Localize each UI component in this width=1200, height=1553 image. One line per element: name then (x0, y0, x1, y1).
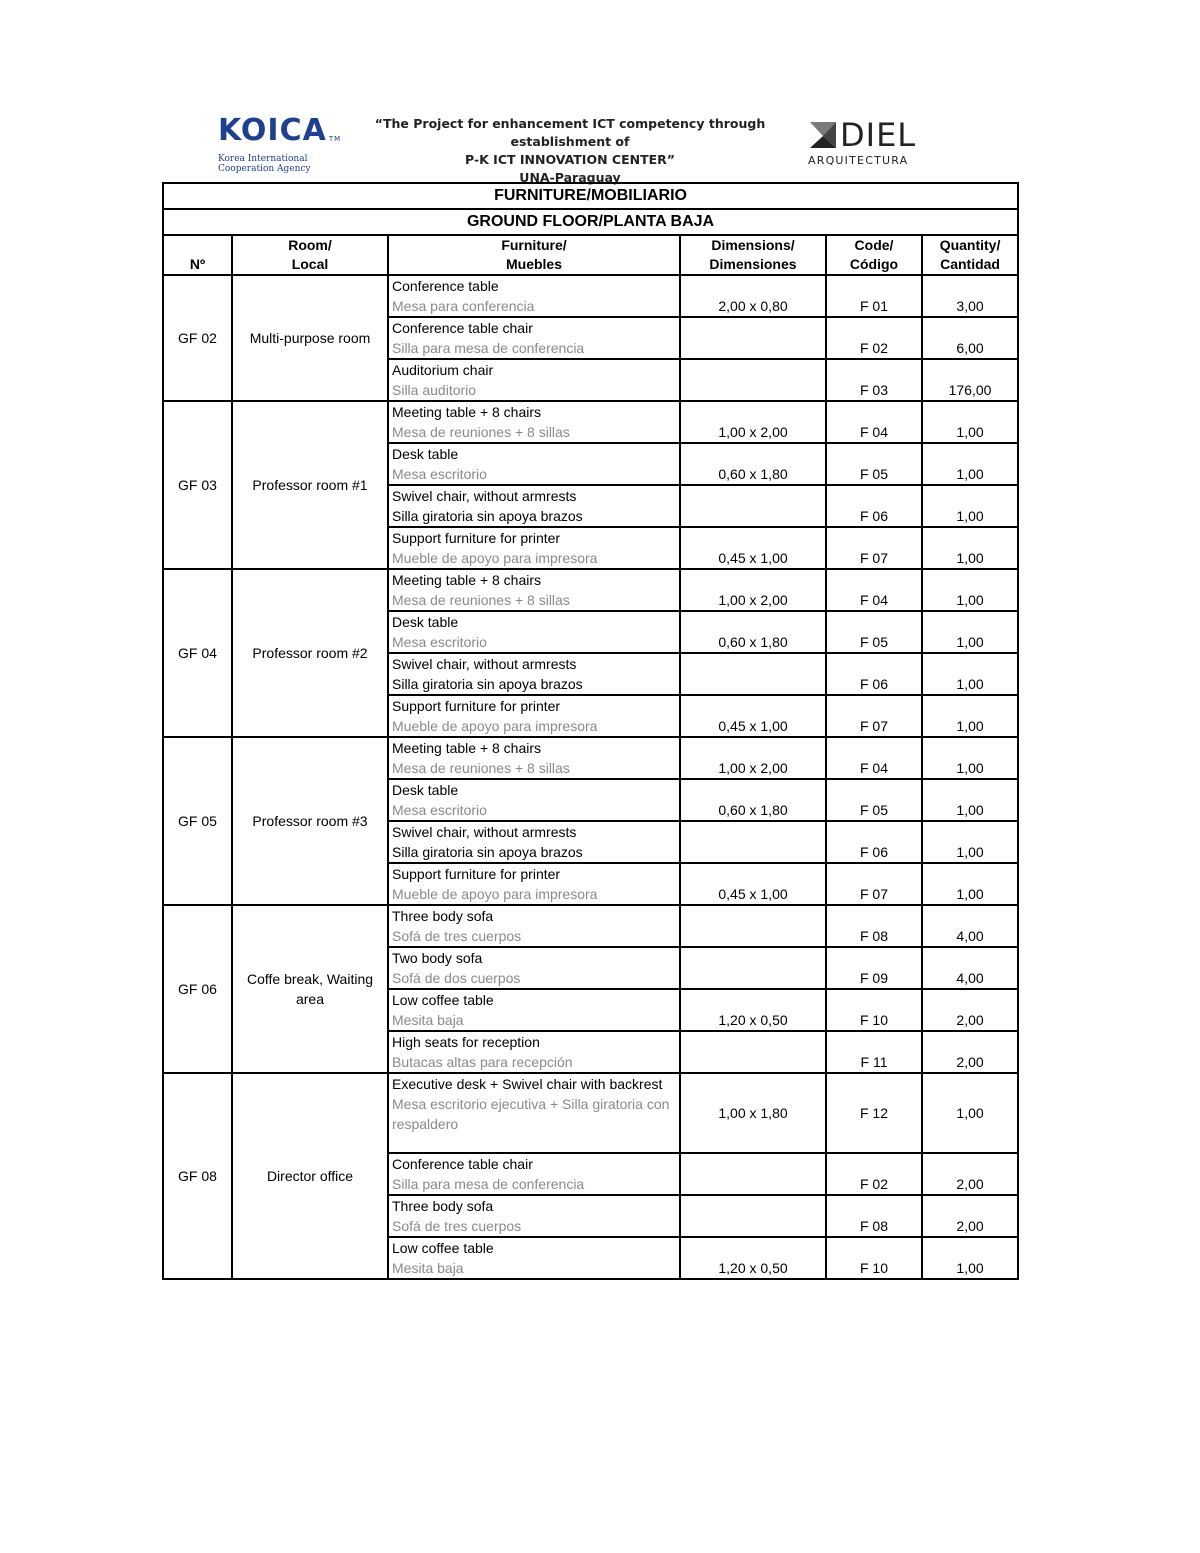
dimensions-cell: 0,60 x 1,80 (680, 611, 826, 653)
diel-logo-text: DIEL (840, 116, 917, 154)
furniture-cell (388, 569, 680, 611)
dimensions-cell (680, 653, 826, 695)
furniture-cell (388, 737, 680, 779)
furniture-name-es: Sofá de tres cuerpos (392, 928, 522, 944)
quantity-cell: 1,00 (922, 821, 1018, 863)
project-title-line-2: P-K ICT INNOVATION CENTER” (465, 152, 675, 167)
code-cell: F 07 (826, 863, 922, 905)
furniture-name-es: Silla giratoria sin apoya brazos (392, 676, 583, 692)
furniture-name-en: Three body sofa (392, 1198, 494, 1214)
furniture-name-es: Butacas altas para recepción (392, 1054, 573, 1070)
table-row (163, 737, 1018, 779)
furniture-name-en: Executive desk + Swivel chair with backrest (392, 1076, 663, 1092)
furniture-name-en: Swivel chair, without armrests (392, 488, 577, 504)
column-header-dimensions: Dimensions/ Dimensiones (680, 235, 826, 275)
furniture-name-es: Mesa de reuniones + 8 sillas (392, 592, 570, 608)
code-cell: F 06 (826, 821, 922, 863)
quantity-cell: 4,00 (922, 905, 1018, 947)
furniture-cell (388, 695, 680, 737)
dimensions-cell: 0,45 x 1,00 (680, 863, 826, 905)
code-cell: F 04 (826, 569, 922, 611)
dimensions-cell: 1,00 x 2,00 (680, 569, 826, 611)
project-title-line-3: UNA-Paraguay (519, 170, 621, 185)
code-cell: F 04 (826, 737, 922, 779)
quantity-cell: 1,00 (922, 569, 1018, 611)
dimensions-cell: 2,00 x 0,80 (680, 275, 826, 317)
furniture-name-en: Low coffee table (392, 1240, 494, 1256)
furniture-cell (388, 443, 680, 485)
furniture-cell (388, 863, 680, 905)
quantity-cell: 6,00 (922, 317, 1018, 359)
table-row (163, 401, 1018, 443)
code-cell: F 02 (826, 317, 922, 359)
code-cell: F 08 (826, 1195, 922, 1237)
quantity-cell: 1,00 (922, 779, 1018, 821)
furniture-name-en: Desk table (392, 614, 459, 630)
furniture-name-en: High seats for reception (392, 1034, 540, 1050)
quantity-cell: 1,00 (922, 527, 1018, 569)
column-header-quantity: Quantity/ Cantidad (922, 235, 1018, 275)
furniture-cell (388, 359, 680, 401)
code-cell: F 10 (826, 1237, 922, 1279)
code-cell: F 02 (826, 1153, 922, 1195)
dimensions-cell (680, 317, 826, 359)
quantity-cell: 1,00 (922, 1237, 1018, 1279)
code-cell: F 05 (826, 443, 922, 485)
quantity-cell: 1,00 (922, 401, 1018, 443)
dimensions-cell: 1,00 x 1,80 (680, 1073, 826, 1153)
furniture-cell (388, 611, 680, 653)
code-cell: F 05 (826, 779, 922, 821)
table-title: FURNITURE/MOBILIARIO (163, 183, 1018, 209)
project-title (330, 115, 810, 187)
koica-logo-tm: TM (328, 135, 342, 143)
group-number: GF 05 (163, 737, 232, 905)
furniture-cell (388, 401, 680, 443)
furniture-name-en: Support furniture for printer (392, 530, 561, 546)
dimensions-cell (680, 1031, 826, 1073)
quantity-cell: 1,00 (922, 737, 1018, 779)
code-cell: F 06 (826, 653, 922, 695)
group-number: GF 03 (163, 401, 232, 569)
code-cell: F 06 (826, 485, 922, 527)
furniture-name-en: Conference table (392, 278, 499, 294)
table-row (163, 275, 1018, 317)
code-cell: F 11 (826, 1031, 922, 1073)
furniture-name-es: Silla auditorio (392, 382, 477, 398)
group-room: Multi-purpose room (232, 275, 388, 401)
furniture-name-es: Mesita baja (392, 1260, 464, 1276)
furniture-cell (388, 1153, 680, 1195)
furniture-cell (388, 1073, 680, 1153)
furniture-cell (388, 485, 680, 527)
quantity-cell: 1,00 (922, 653, 1018, 695)
furniture-name-en: Desk table (392, 782, 459, 798)
furniture-name-en: Desk table (392, 446, 459, 462)
column-header-code: Code/ Código (826, 235, 922, 275)
furniture-name-en: Conference table chair (392, 320, 533, 336)
quantity-cell: 1,00 (922, 1073, 1018, 1153)
code-cell: F 07 (826, 695, 922, 737)
furniture-name-en: Meeting table + 8 chairs (392, 572, 542, 588)
quantity-cell: 1,00 (922, 695, 1018, 737)
dimensions-cell (680, 485, 826, 527)
furniture-name-es: Mesa de reuniones + 8 sillas (392, 424, 570, 440)
furniture-table (162, 182, 1019, 1280)
furniture-name-es: Mesa escritorio (392, 634, 487, 650)
furniture-cell (388, 821, 680, 863)
koica-subtitle-2: Cooperation Agency (218, 164, 311, 174)
furniture-cell (388, 947, 680, 989)
code-cell: F 12 (826, 1073, 922, 1153)
column-header-furniture: Furniture/ Muebles (388, 235, 680, 275)
furniture-name-en: Support furniture for printer (392, 698, 561, 714)
dimensions-cell: 0,60 x 1,80 (680, 443, 826, 485)
code-cell: F 07 (826, 527, 922, 569)
table-row (163, 569, 1018, 611)
group-room: Professor room #1 (232, 401, 388, 569)
furniture-name-es: Mueble de apoyo para impresora (392, 550, 598, 566)
code-cell: F 08 (826, 905, 922, 947)
group-number: GF 08 (163, 1073, 232, 1279)
dimensions-cell (680, 1195, 826, 1237)
code-cell: F 05 (826, 611, 922, 653)
furniture-name-es: Silla para mesa de conferencia (392, 1176, 585, 1192)
furniture-name-en: Auditorium chair (392, 362, 494, 378)
koica-subtitle-1: Korea International (218, 154, 308, 164)
diel-logo-subtitle: ARQUITECTURA (808, 154, 909, 167)
furniture-cell (388, 527, 680, 569)
column-header-number: Nº (163, 235, 232, 275)
project-title-line-1: “The Project for enhancement ICT competency through establishment of (374, 116, 766, 149)
furniture-name-en: Swivel chair, without armrests (392, 656, 577, 672)
dimensions-cell: 0,45 x 1,00 (680, 695, 826, 737)
dimensions-cell (680, 947, 826, 989)
table-row (163, 905, 1018, 947)
dimensions-cell: 1,20 x 0,50 (680, 989, 826, 1031)
furniture-name-en: Two body sofa (392, 950, 483, 966)
furniture-name-en: Three body sofa (392, 908, 494, 924)
code-cell: F 04 (826, 401, 922, 443)
group-room: Professor room #3 (232, 737, 388, 905)
group-number: GF 04 (163, 569, 232, 737)
furniture-name-es: Silla giratoria sin apoya brazos (392, 508, 583, 524)
quantity-cell: 4,00 (922, 947, 1018, 989)
column-header-row (163, 235, 1018, 275)
furniture-cell (388, 1031, 680, 1073)
document-header (0, 108, 1200, 185)
quantity-cell: 1,00 (922, 863, 1018, 905)
furniture-name-es: Sofá de dos cuerpos (392, 970, 521, 986)
furniture-cell (388, 1237, 680, 1279)
dimensions-cell (680, 821, 826, 863)
quantity-cell: 2,00 (922, 1153, 1018, 1195)
dimensions-cell (680, 905, 826, 947)
dimensions-cell (680, 1153, 826, 1195)
quantity-cell: 1,00 (922, 611, 1018, 653)
furniture-name-es: Mueble de apoyo para impresora (392, 886, 598, 902)
group-room: Professor room #2 (232, 569, 388, 737)
group-number: GF 02 (163, 275, 232, 401)
dimensions-cell (680, 359, 826, 401)
code-cell: F 10 (826, 989, 922, 1031)
furniture-name-es: Mueble de apoyo para impresora (392, 718, 598, 734)
furniture-name-es: Silla para mesa de conferencia (392, 340, 585, 356)
furniture-name-es: Sofá de tres cuerpos (392, 1218, 522, 1234)
furniture-name-es: Mesa escritorio (392, 466, 487, 482)
quantity-cell: 1,00 (922, 485, 1018, 527)
furniture-name-en: Low coffee table (392, 992, 494, 1008)
column-header-room: Room/ Local (232, 235, 388, 275)
quantity-cell: 176,00 (922, 359, 1018, 401)
code-cell: F 03 (826, 359, 922, 401)
dimensions-cell: 1,20 x 0,50 (680, 1237, 826, 1279)
dimensions-cell: 0,45 x 1,00 (680, 527, 826, 569)
koica-logo-text: KOICA (218, 113, 327, 148)
quantity-cell: 2,00 (922, 1195, 1018, 1237)
table-subtitle: GROUND FLOOR/PLANTA BAJA (163, 209, 1018, 235)
dimensions-cell: 1,00 x 2,00 (680, 401, 826, 443)
furniture-name-es: Mesa para conferencia (392, 298, 535, 314)
quantity-cell: 3,00 (922, 275, 1018, 317)
diel-triangle-icon (808, 120, 838, 150)
furniture-name-es: Mesa escritorio (392, 802, 487, 818)
quantity-cell: 1,00 (922, 443, 1018, 485)
dimensions-cell: 0,60 x 1,80 (680, 779, 826, 821)
dimensions-cell: 1,00 x 2,00 (680, 737, 826, 779)
furniture-cell (388, 1195, 680, 1237)
furniture-cell (388, 905, 680, 947)
furniture-cell (388, 317, 680, 359)
group-number: GF 06 (163, 905, 232, 1073)
code-cell: F 01 (826, 275, 922, 317)
furniture-name-en: Conference table chair (392, 1156, 533, 1172)
group-room: Coffe break, Waiting area (232, 905, 388, 1073)
furniture-name-es: Mesita baja (392, 1012, 464, 1028)
quantity-cell: 2,00 (922, 989, 1018, 1031)
furniture-name-en: Support furniture for printer (392, 866, 561, 882)
diel-logo (808, 118, 938, 174)
furniture-name-es: Mesa escritorio ejecutiva + Silla giratoria con respaldero (392, 1096, 670, 1132)
furniture-name-es: Mesa de reuniones + 8 sillas (392, 760, 570, 776)
koica-logo (218, 113, 342, 176)
table-row (163, 1073, 1018, 1153)
group-room: Director office (232, 1073, 388, 1279)
furniture-name-en: Meeting table + 8 chairs (392, 740, 542, 756)
furniture-name-en: Swivel chair, without armrests (392, 824, 577, 840)
furniture-cell (388, 653, 680, 695)
code-cell: F 09 (826, 947, 922, 989)
furniture-cell (388, 779, 680, 821)
furniture-name-es: Silla giratoria sin apoya brazos (392, 844, 583, 860)
furniture-cell (388, 989, 680, 1031)
quantity-cell: 2,00 (922, 1031, 1018, 1073)
furniture-cell (388, 275, 680, 317)
furniture-name-en: Meeting table + 8 chairs (392, 404, 542, 420)
